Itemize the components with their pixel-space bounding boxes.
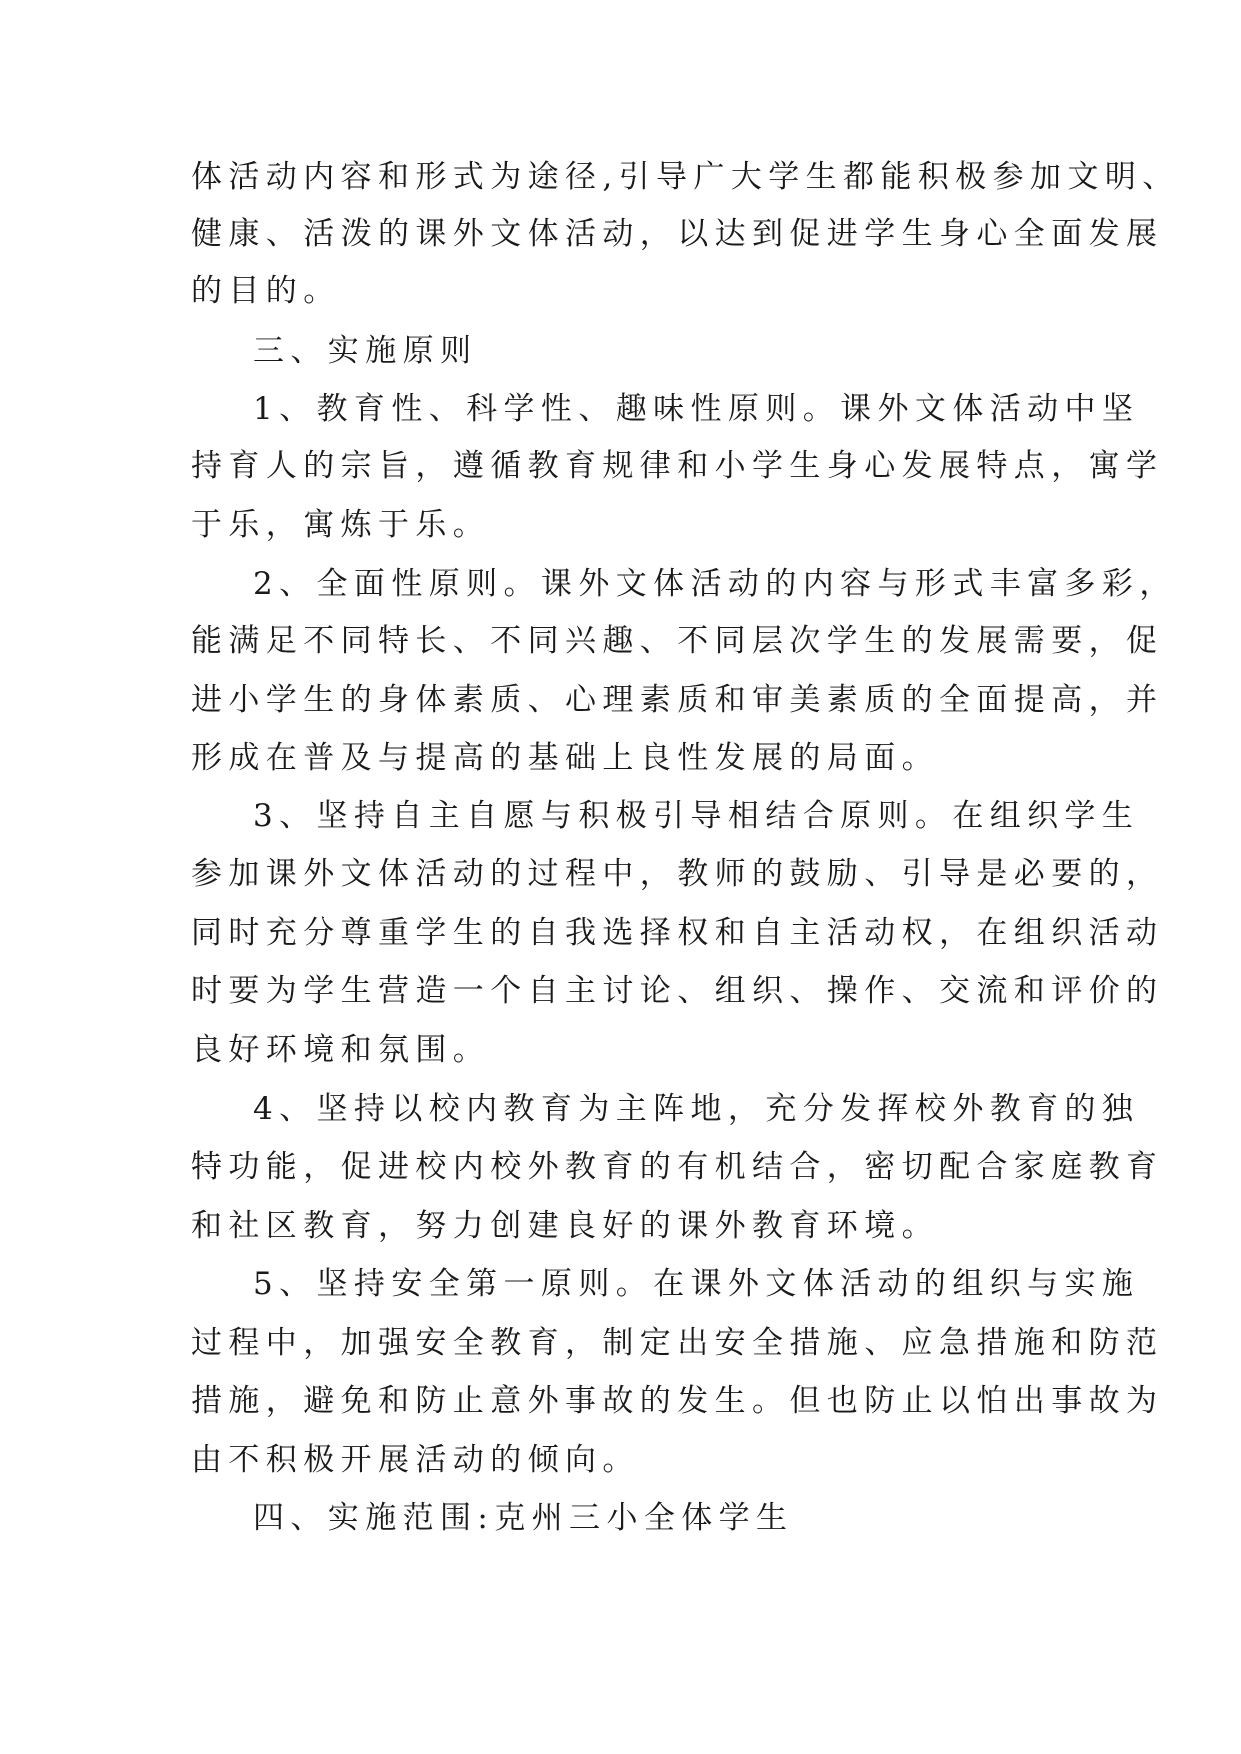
- text-line: 持育人的宗旨，遵循教育规律和小学生身心发展特点，寓学: [191, 448, 1164, 484]
- text-line: 同时充分尊重学生的自我选择权和自主活动权，在组织活动: [191, 915, 1164, 951]
- text-line: 的目的。: [191, 273, 341, 309]
- section-heading: 四、实施范围:克州三小全体学生: [253, 1500, 794, 1536]
- text-line: 和社区教育，努力创建良好的课外教育环境。: [191, 1208, 939, 1244]
- text-line: 于乐，寓炼于乐。: [191, 507, 491, 543]
- text-line: 3、坚持自主自愿与积极引导相结合原则。在组织学生: [253, 798, 1140, 834]
- text-line: 健康、活泼的课外文体活动，以达到促进学生身心全面发展: [191, 216, 1164, 252]
- text-line: 形成在普及与提高的基础上良性发展的局面。: [191, 740, 939, 776]
- text-line: 进小学生的身体素质、心理素质和审美素质的全面提高，并: [191, 682, 1164, 718]
- section-heading: 三、实施原则: [253, 333, 478, 369]
- text-line: 能满足不同特长、不同兴趣、不同层次学生的发展需要，促: [191, 623, 1164, 659]
- text-line: 2、全面性原则。课外文体活动的内容与形式丰富多彩，: [253, 566, 1177, 602]
- text-line: 时要为学生营造一个自主讨论、组织、操作、交流和评价的: [191, 973, 1164, 1009]
- text-line: 参加课外文体活动的过程中，教师的鼓励、引导是必要的，: [191, 856, 1164, 892]
- text-line: 良好环境和氛围。: [191, 1032, 491, 1068]
- text-line: 措施，避免和防止意外事故的发生。但也防止以怕出事故为: [191, 1383, 1164, 1419]
- text-line: 1、教育性、科学性、趣味性原则。课外文体活动中坚: [253, 391, 1140, 427]
- text-line: 4、坚持以校内教育为主阵地，充分发挥校外教育的独: [253, 1091, 1140, 1127]
- text-line: 由不积极开展活动的倾向。: [191, 1442, 640, 1478]
- text-line: 过程中，加强安全教育，制定出安全措施、应急措施和防范: [191, 1325, 1164, 1361]
- text-line: 体活动内容和形式为途径,引导广大学生都能积极参加文明、: [191, 159, 1180, 195]
- text-line: 5、坚持安全第一原则。在课外文体活动的组织与实施: [253, 1266, 1140, 1302]
- text-line: 特功能，促进校内校外教育的有机结合，密切配合家庭教育: [191, 1149, 1164, 1185]
